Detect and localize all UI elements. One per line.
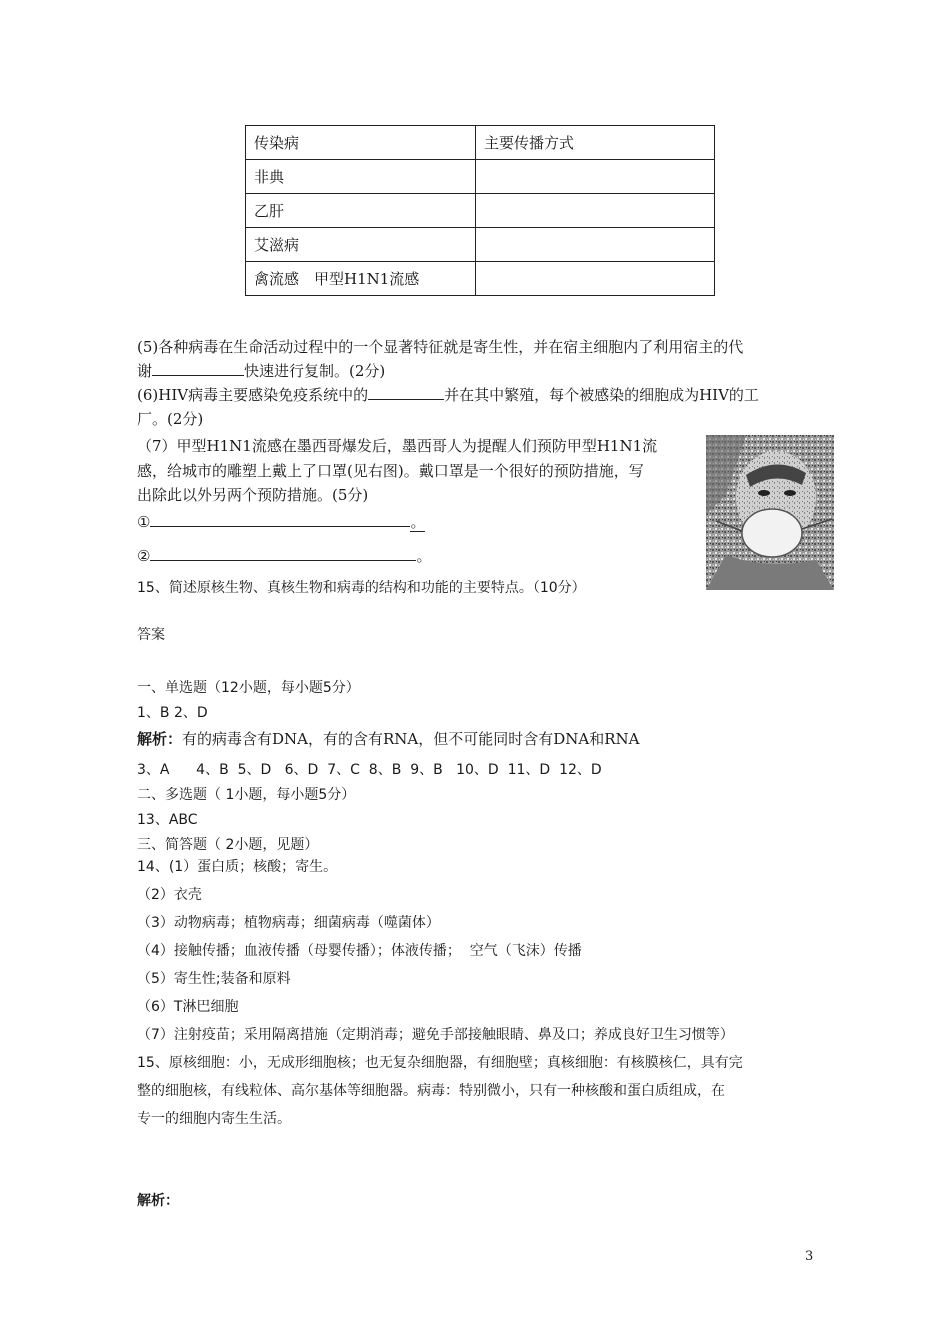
- answer-14-4: （4）接触传播；血液传播（母婴传播）；体液传播； 空气（飞沫）传播: [137, 943, 582, 959]
- q7-line2: 感，给城市的雕塑上戴上了口罩(见右图)。戴口罩是一个很好的预防措施，写: [137, 462, 644, 480]
- q7-line3: 出除此以外另两个预防措施。(5分): [137, 486, 369, 504]
- table-cell: 非典: [246, 160, 476, 194]
- q7-measure-2: [137, 545, 431, 567]
- q5-line2: [137, 360, 385, 382]
- q7-answer1-blank[interactable]: [150, 512, 410, 527]
- q5-line1: (5)各种病毒在生命活动过程中的一个显著特征就是寄生性，并在宿主细胞内了利用宿主的代: [137, 338, 744, 356]
- table-header-row: [246, 126, 715, 160]
- q7-item1-end: 。: [410, 513, 426, 531]
- q7-item2-mark: ②: [137, 547, 151, 565]
- final-analysis-label: 解析：: [137, 1193, 179, 1209]
- masked-statue-photo: [706, 435, 834, 590]
- analysis-label: 解析：: [137, 730, 183, 748]
- answers-heading: 答案: [137, 627, 165, 643]
- q15-text: 15、简述原核生物、真核生物和病毒的结构和功能的主要特点。（10分）: [137, 580, 586, 596]
- analysis-line: [137, 728, 640, 750]
- section1-heading: 一、单选题（12小题，每小题5分）: [137, 680, 360, 696]
- table-cell: 乙肝: [246, 194, 476, 228]
- q7-item2-end: 。: [416, 547, 432, 565]
- table-cell: [476, 160, 715, 194]
- q6-text-a: (6)HIV病毒主要感染免疫系统中的: [137, 386, 369, 404]
- answer-14-6: （6）T淋巴细胞: [137, 999, 239, 1015]
- transmission-table: [245, 125, 715, 296]
- answer-1-2: 1、B 2、D: [137, 705, 208, 721]
- answers-3-12: 3、A 4、B 5、D 6、D 7、C 8、B 9、B 10、D 11、D 12、D: [137, 762, 602, 778]
- table-cell: 艾滋病: [246, 228, 476, 262]
- q5-text-b: 快速进行复制。(2分): [244, 362, 386, 380]
- answer-14-7: （7）注射疫苗；采用隔离措施（定期消毒；避免手部接触眼睛、鼻及口；养成良好卫生习惯等）: [137, 1027, 734, 1043]
- statue-image: [706, 435, 834, 590]
- q5-answer-blank[interactable]: [152, 361, 244, 376]
- answer-14-5: （5）寄生性;装备和原料: [137, 971, 291, 987]
- table-row: [246, 262, 715, 296]
- answer-14-3: （3）动物病毒；植物病毒；细菌病毒（噬菌体）: [137, 915, 440, 931]
- page-number: 3: [805, 1249, 814, 1264]
- table-cell: [476, 228, 715, 262]
- table-row: [246, 194, 715, 228]
- q6-line1: [137, 384, 759, 406]
- q6-line2: 厂。(2分): [137, 410, 204, 428]
- table-row: [246, 228, 715, 262]
- section2-heading: 二、多选题（ 1小题，每小题5分）: [137, 787, 356, 803]
- answer-14-1: 14、(1）蛋白质；核酸；寄生。: [137, 859, 338, 875]
- q6-text-b: 并在其中繁殖，每个被感染的细胞成为HIV的工: [444, 386, 759, 404]
- analysis-text: 有的病毒含有DNA，有的含有RNA，但不可能同时含有DNA和RNA: [182, 730, 640, 748]
- answer-14-2: （2）衣壳: [137, 887, 202, 903]
- table-header-cell: 传染病: [246, 126, 476, 160]
- table-cell: [476, 262, 715, 296]
- answer-15-line1: 15、原核细胞：小，无成形细胞核；也无复杂细胞器，有细胞壁；真核细胞：有核膜核仁，具有完: [137, 1055, 743, 1071]
- table-cell: [476, 194, 715, 228]
- table-header-cell: 主要传播方式: [476, 126, 715, 160]
- section3-heading: 三、简答题（ 2小题，见题）: [137, 837, 319, 853]
- q7-answer2-blank[interactable]: [150, 546, 416, 561]
- table-row: [246, 160, 715, 194]
- q7-item1-mark: ①: [137, 513, 151, 531]
- q6-answer-blank[interactable]: [368, 385, 444, 400]
- table-cell: 禽流感 甲型H1N1流感: [246, 262, 476, 296]
- answer-13: 13、ABC: [137, 812, 198, 828]
- q7-line1: （7）甲型H1N1流感在墨西哥爆发后，墨西哥人为提醒人们预防甲型H1N1流: [137, 437, 658, 455]
- answer-15-line3: 专一的细胞内寄生生活。: [137, 1111, 291, 1127]
- answer-15-line2: 整的细胞核，有线粒体、高尔基体等细胞器。病毒：特别微小，只有一种核酸和蛋白质组成，在: [137, 1083, 725, 1099]
- q5-text-a: 谢: [137, 362, 153, 380]
- q7-measure-1: [137, 511, 425, 533]
